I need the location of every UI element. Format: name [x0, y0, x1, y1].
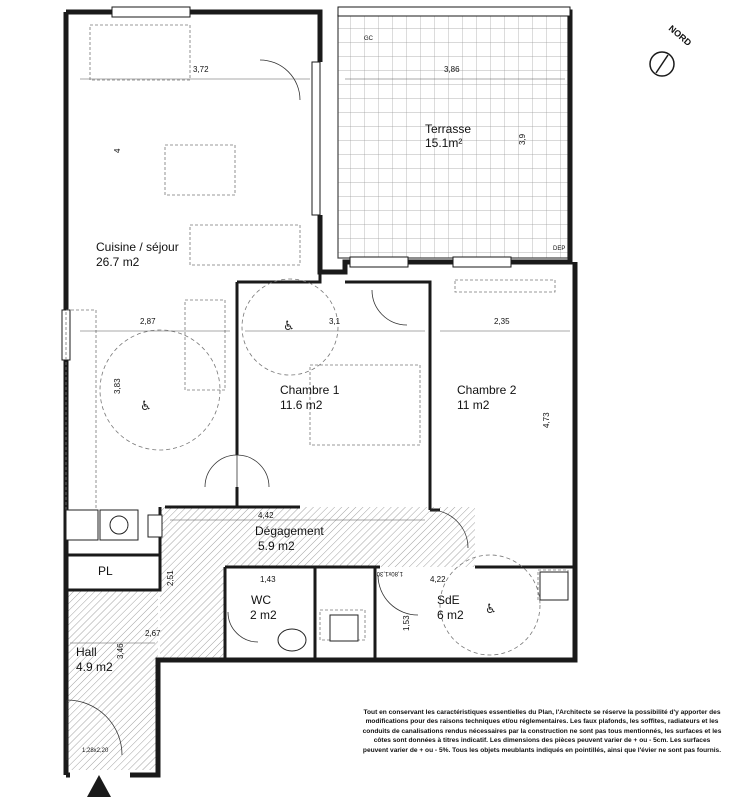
dep-marker: DEP: [553, 246, 566, 252]
dim-sejour-lower-depth: 3,83: [113, 378, 122, 394]
window-code: 1,80x1,30: [376, 570, 403, 576]
dim-sejour-depth: 4: [113, 148, 122, 153]
north-compass: [650, 23, 694, 76]
dim-sejour-lower-width: 2,87: [140, 317, 156, 326]
pl-label: PL: [98, 564, 113, 578]
door-code: 1,28x2,20: [82, 748, 109, 754]
degagement-area: 5.9 m2: [258, 539, 295, 553]
dim-terrasse-width: 3,86: [444, 65, 460, 74]
dim-degagement-width: 4,42: [258, 511, 274, 520]
sde-area: 6 m2: [437, 608, 464, 622]
nord-label: NORD: [666, 23, 694, 48]
svg-text:♿: ♿: [140, 399, 152, 414]
chambre1-name: Chambre 1: [280, 383, 340, 397]
dim-chambre1-width: 3,1: [329, 317, 341, 326]
dim-sejour-width: 3,72: [193, 65, 209, 74]
svg-text:♿: ♿: [485, 602, 497, 617]
chambre2-area: 11 m2: [457, 398, 490, 412]
sejour-area: 26.7 m2: [96, 255, 140, 269]
dim-hall-depth: 3,46: [116, 643, 125, 659]
chambre2-name: Chambre 2: [457, 383, 517, 397]
sejour-name: Cuisine / séjour: [96, 240, 179, 254]
entrance-arrow: [87, 775, 111, 797]
dim-terrasse-depth: 3,9: [518, 133, 527, 145]
svg-text:♿: ♿: [283, 319, 295, 334]
dim-chambre2-width: 2,35: [494, 317, 510, 326]
wc-area: 2 m2: [250, 608, 277, 622]
dim-wc-width: 1,43: [260, 575, 276, 584]
chambre1-area: 11.6 m2: [280, 398, 323, 412]
terrasse-area: 15.1m²: [425, 136, 463, 150]
gc-marker: GC: [364, 36, 373, 42]
dim-hall-width: 2,67: [145, 629, 161, 638]
disclaimer-notes: Tout en conservant les caractéristiques essentielles du Plan, l'Architecte se réserve la possibilité d'y apporter des modifications pour des raisons techniques et/ou réglementaires. Les faux plafonds, les soffites, radiateurs et les conduits de canalisations rendus nécessaires par la construction ne sont pas tous mentionnés, les surfaces et les côtes sont données à titres indicatif. Les dimensions des pièces peuvent varier de + ou - 5cm. Les surfaces peuvent varier de + ou - 5%. Tous les objets meublants indiqués en pointillés, ainsi que l'évier ne sont pas fournis.: [362, 709, 722, 754]
degagement-name: Dégagement: [255, 524, 324, 538]
terrasse-name: Terrasse: [425, 122, 472, 136]
dim-sde-width: 4,22: [430, 575, 446, 584]
wc-name: WC: [251, 593, 271, 607]
hall-area: 4.9 m2: [76, 660, 113, 674]
hall-name: Hall: [76, 645, 97, 659]
dim-sde-depth: 1,53: [402, 615, 411, 631]
dim-degagement-depth: 2,51: [166, 570, 175, 586]
sde-name: SdE: [437, 593, 460, 607]
dim-chambre2-depth: 4,73: [542, 412, 551, 428]
